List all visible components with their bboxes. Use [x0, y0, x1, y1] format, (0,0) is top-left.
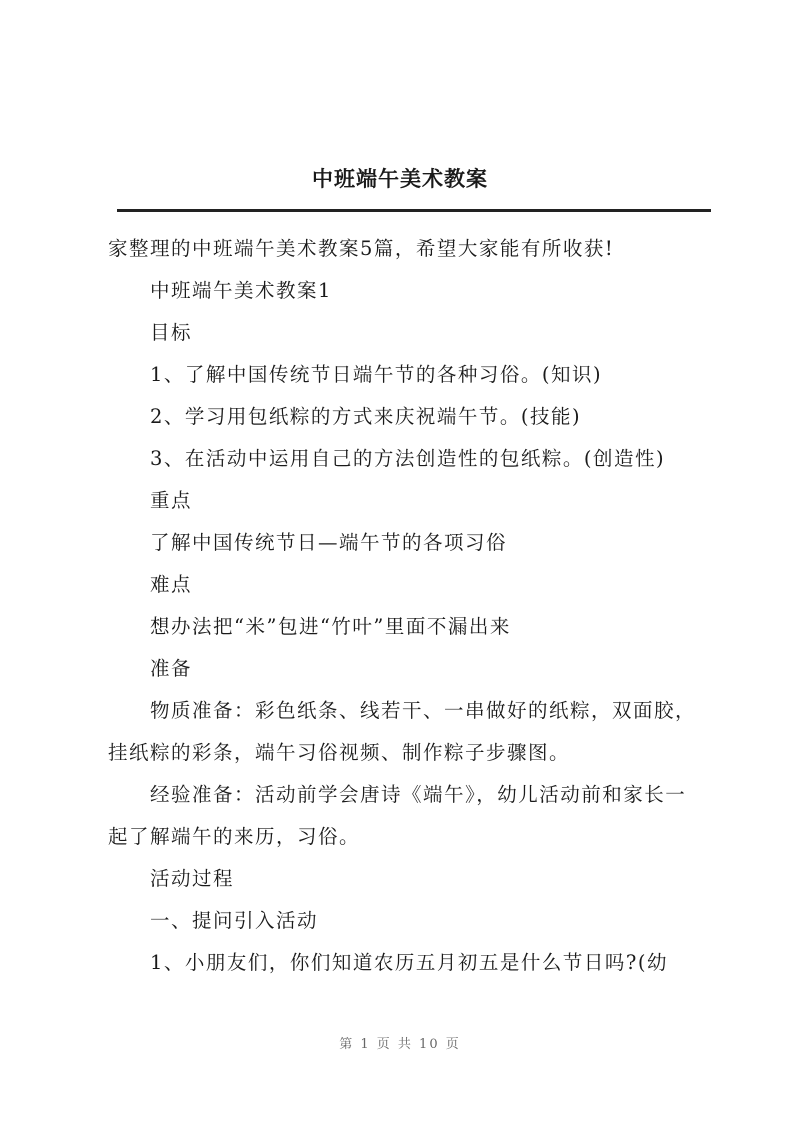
text-line: 挂纸粽的彩条，端午习俗视频、制作粽子步骤图。 [108, 741, 571, 764]
text-line: 物质准备：彩色纸条、线若干、一串做好的纸粽，双面胶， [150, 699, 697, 722]
section-heading: 中班端午美术教案1 [150, 279, 332, 302]
text-line: 难点 [150, 573, 193, 596]
text-line: 准备 [150, 657, 193, 680]
text-line: 2、学习用包纸粽的方式来庆祝端午节。(技能) [150, 405, 582, 428]
text-line: 活动过程 [150, 867, 235, 890]
text-line: 了解中国传统节日—端午节的各项习俗 [150, 531, 508, 554]
text-line: 3、在活动中运用自己的方法创造性的包纸粽。(创造性) [150, 447, 666, 470]
page-title: 中班端午美术教案 [312, 166, 488, 191]
title-divider [117, 209, 711, 212]
page-number: 第 1 页 共 10 页 [339, 1037, 461, 1052]
text-line: 经验准备：活动前学会唐诗《端午》，幼儿活动前和家长一 [150, 783, 687, 806]
text-line: 想办法把“米”包进“竹叶”里面不漏出来 [150, 615, 511, 638]
text-line: 起了解端午的来历，习俗。 [108, 825, 361, 848]
text-line: 1、了解中国传统节日端午节的各种习俗。(知识) [150, 363, 603, 386]
text-line: 1、小朋友们，你们知道农历五月初五是什么节日吗?(幼 [150, 951, 668, 974]
text-line: 重点 [150, 489, 193, 512]
text-line: 目标 [150, 321, 193, 344]
text-line: 家整理的中班端午美术教案5篇，希望大家能有所收获! [108, 237, 615, 260]
text-line: 一、提问引入活动 [150, 909, 319, 932]
